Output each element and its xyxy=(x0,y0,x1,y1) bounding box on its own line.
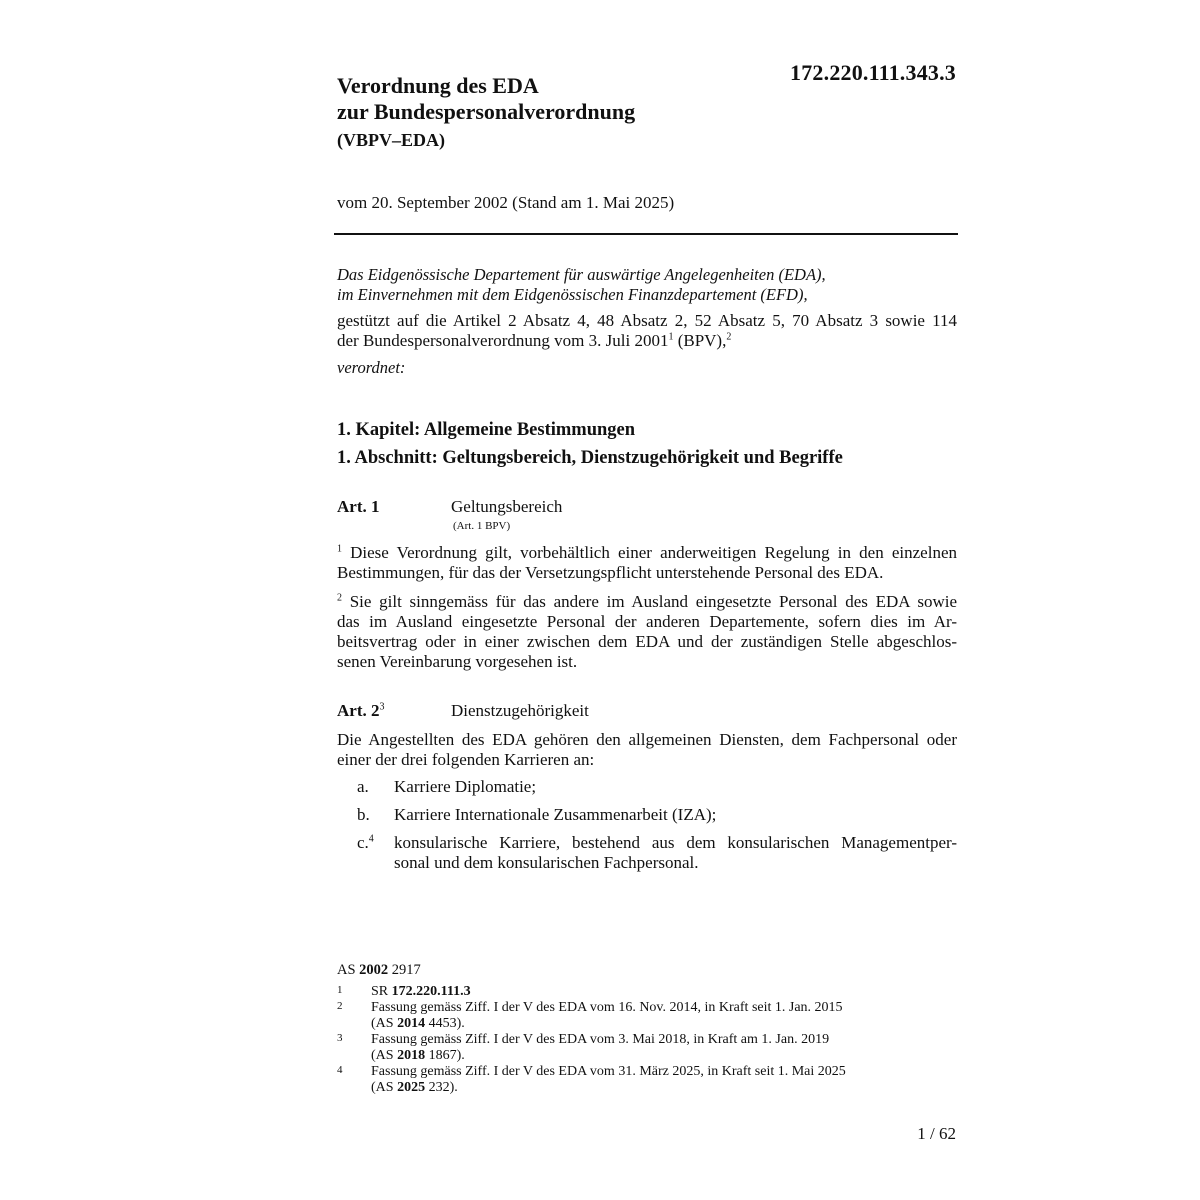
list-item-letter xyxy=(357,833,374,853)
preamble-legal-basis xyxy=(337,311,957,351)
footnote-text-part: 1867). xyxy=(425,1048,465,1063)
footnote-1 xyxy=(337,984,957,1000)
paragraph-line: das im Ausland eingesetzte Personal der anderen Departemente, sofern dies im Ar- xyxy=(337,612,957,631)
list-item-line: sonal und dem konsularischen Fachpersonal. xyxy=(394,853,699,872)
list-item-text xyxy=(394,777,957,797)
preamble-verb: verordnet: xyxy=(337,358,406,377)
footnote-text xyxy=(371,984,957,1000)
article-2-title: Dienstzugehörigkeit xyxy=(451,701,589,720)
footnote-2 xyxy=(337,1000,957,1032)
footnote-line xyxy=(371,1080,957,1096)
title-line-1: Verordnung des EDA xyxy=(337,73,539,98)
footnote-text-part: 232). xyxy=(425,1080,458,1095)
section-heading: 1. Abschnitt: Geltungsbereich, Dienstzugehörigkeit und Begriffe xyxy=(337,448,843,468)
paragraph-line xyxy=(337,543,957,563)
list-item-letter: b. xyxy=(357,805,370,824)
source-prefix: AS xyxy=(337,962,360,978)
paragraph-line: beitsvertrag oder in einer zwischen dem EDA und der zuständigen Stelle abgeschlos- xyxy=(337,632,957,651)
footnote-ref-2[interactable]: 2 xyxy=(726,331,732,343)
footnote-number: 1 xyxy=(337,984,343,996)
footnote-text xyxy=(371,1032,957,1064)
footnote-ref-4[interactable]: 4 xyxy=(368,833,374,845)
sr-number: 172.220.111.343.3 xyxy=(790,60,956,85)
footnote-line: Fassung gemäss Ziff. I der V des EDA vom 16. Nov. 2014, in Kraft seit 1. Jan. 2015 xyxy=(371,1000,843,1015)
basis-text: der Bundespersonalverordnung vom 3. Juli 2001 xyxy=(337,331,669,350)
article-2-number xyxy=(337,701,384,721)
paragraph-line: Die Angestellten des EDA gehören den allgemeinen Diensten, dem Fachpersonal oder xyxy=(337,730,957,749)
paragraph-line: Bestimmungen, für das der Versetzungspflicht unterstehende Personal des EDA. xyxy=(337,563,884,582)
list-item-line: konsularische Karriere, bestehend aus dem konsularischen Managementper- xyxy=(394,833,957,852)
footnote-text-part: (AS xyxy=(371,1080,398,1095)
list-item-text xyxy=(394,833,957,873)
title-abbreviation: (VBPV–EDA) xyxy=(337,130,445,150)
paragraph-line: einer der drei folgenden Karrieren an: xyxy=(337,750,595,769)
footnote-number: 4 xyxy=(337,1064,343,1076)
basis-text-end: (BPV), xyxy=(673,331,727,350)
footnote-number: 3 xyxy=(337,1032,343,1044)
preamble-basis-line-2 xyxy=(337,331,957,351)
footnote-line xyxy=(371,1048,957,1064)
preamble-authority xyxy=(337,265,826,305)
list-item xyxy=(357,777,957,797)
footnote-number: 2 xyxy=(337,1000,343,1012)
paragraph-text: Sie gilt sinngemäss für das andere im Ausland eingesetzte Personal des EDA sowie xyxy=(342,592,957,611)
preamble-basis-line-1: gestützt auf die Artikel 2 Absatz 4, 48 Absatz 2, 52 Absatz 5, 70 Absatz 3 sowie 114 xyxy=(337,311,957,330)
paragraph-number: 1 xyxy=(337,543,342,555)
footnote-sr-link[interactable]: 172.220.111.3 xyxy=(391,984,471,999)
footnote-3 xyxy=(337,1032,957,1064)
footnote-as-link[interactable]: 2018 xyxy=(397,1048,426,1063)
article-2-number-text: Art. 2 xyxy=(337,701,380,720)
list-item xyxy=(357,805,957,825)
list-item-letter-text: c. xyxy=(357,833,369,852)
list-item-text xyxy=(394,805,957,825)
page-number: 1 / 62 xyxy=(917,1124,956,1143)
footnote-text-part: 4453). xyxy=(425,1016,465,1031)
footnote-as-link[interactable]: 2014 xyxy=(397,1016,426,1031)
paragraph-line: senen Vereinbarung vorgesehen ist. xyxy=(337,652,578,671)
article-1-paragraph-2 xyxy=(337,592,957,672)
document-date: vom 20. September 2002 (Stand am 1. Mai 2025) xyxy=(337,193,675,212)
footnote-text-part: (AS xyxy=(371,1016,398,1031)
footnote-line xyxy=(371,984,957,1000)
article-2-intro xyxy=(337,730,957,770)
list-item-letter: a. xyxy=(357,777,369,796)
preamble-authority-line-1: Das Eidgenössische Departement für auswärtige Angelegenheiten (EDA), xyxy=(337,265,826,284)
footnote-line: Fassung gemäss Ziff. I der V des EDA vom 31. März 2025, in Kraft seit 1. Mai 2025 xyxy=(371,1064,846,1079)
footnote-line: Fassung gemäss Ziff. I der V des EDA vom 3. Mai 2018, in Kraft am 1. Jan. 2019 xyxy=(371,1032,830,1047)
paragraph-text: Diese Verordnung gilt, vorbehältlich einer anderweitigen Regelung in den einzelnen xyxy=(342,543,957,562)
footnote-text-part: (AS xyxy=(371,1048,398,1063)
article-1-paragraph-1 xyxy=(337,543,957,583)
paragraph-line xyxy=(337,592,957,612)
article-1-reference: (Art. 1 BPV) xyxy=(453,520,511,532)
footnote-line xyxy=(371,1016,957,1032)
list-item-line: Karriere Diplomatie; xyxy=(394,777,537,796)
footnote-ref-3[interactable]: 3 xyxy=(379,701,385,713)
footnote-4 xyxy=(337,1064,957,1096)
footnote-text xyxy=(371,1000,957,1032)
list-item xyxy=(357,833,957,873)
source-page: 2917 xyxy=(388,962,421,978)
footnote-ref-1[interactable]: 1 xyxy=(668,331,674,343)
official-compilation-source xyxy=(337,962,421,979)
footnote-text xyxy=(371,1064,957,1096)
list-item-line: Karriere Internationale Zusammenarbeit (IZA); xyxy=(394,805,717,824)
article-1-title: Geltungsbereich xyxy=(451,497,563,516)
chapter-heading: 1. Kapitel: Allgemeine Bestimmungen xyxy=(337,420,636,440)
footnote-as-link[interactable]: 2025 xyxy=(397,1080,426,1095)
paragraph-number: 2 xyxy=(337,592,342,604)
source-year: 2002 xyxy=(359,962,389,978)
header-divider xyxy=(334,233,958,235)
footnote-text-part: SR xyxy=(371,984,392,999)
document-title xyxy=(337,73,635,125)
preamble-authority-line-2: im Einvernehmen mit dem Eidgenössischen Finanzdepartement (EFD), xyxy=(337,285,808,304)
title-line-2: zur Bundespersonalverordnung xyxy=(337,99,636,124)
article-1-number: Art. 1 xyxy=(337,497,380,516)
